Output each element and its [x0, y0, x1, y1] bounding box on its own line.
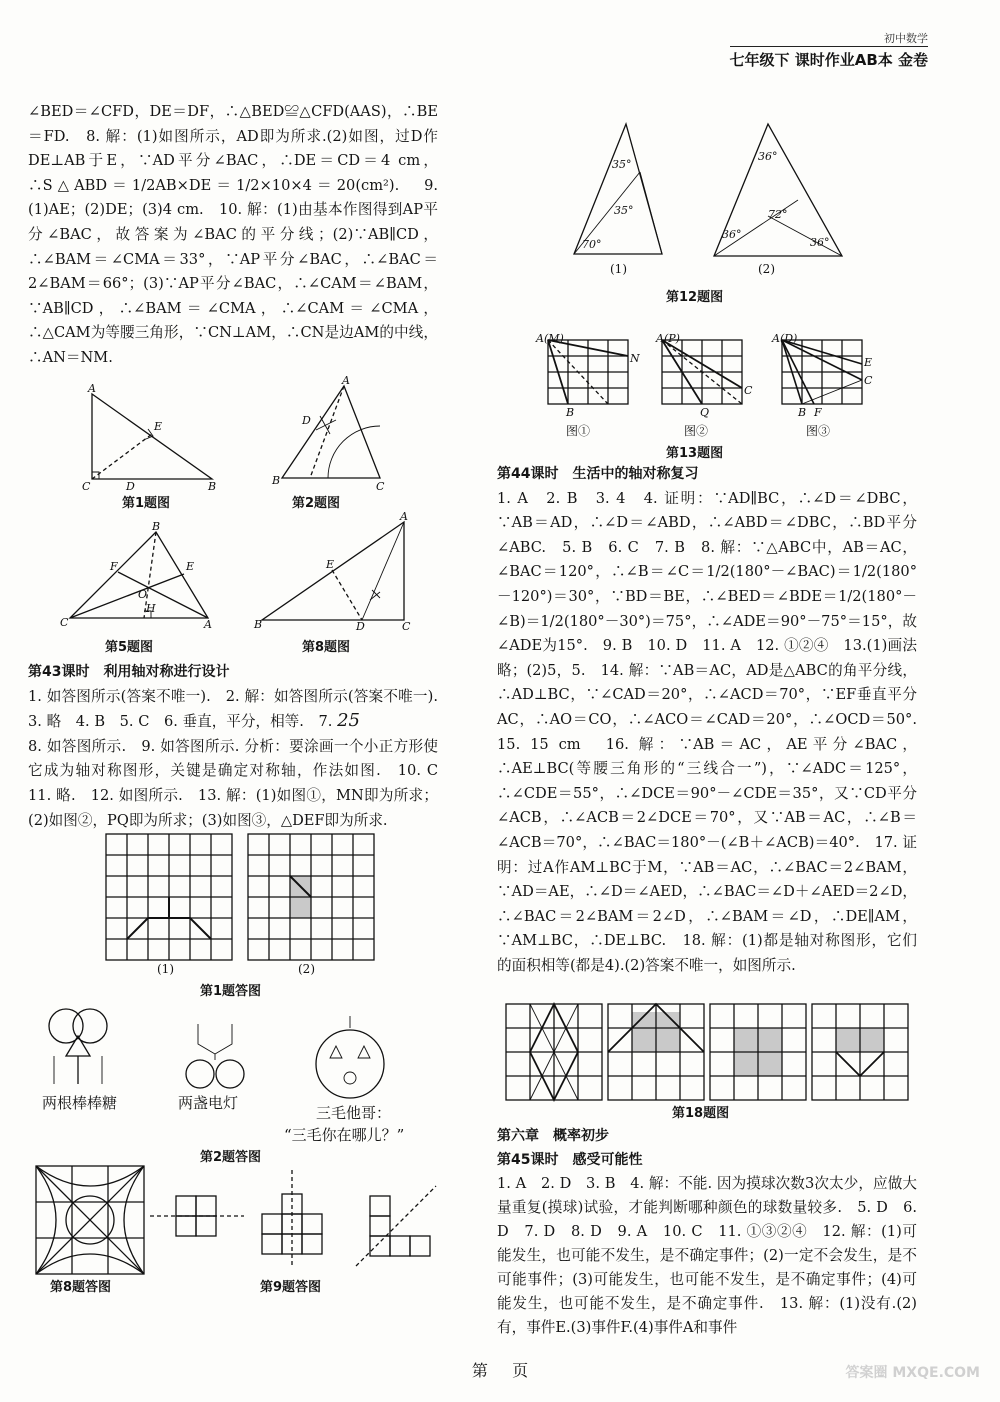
angle-label: 36°: [722, 228, 742, 241]
figure-18-3: [710, 1004, 806, 1100]
answer8-pattern: [36, 1166, 144, 1274]
svg-text:H: H: [146, 602, 156, 615]
right-column-45: [497, 1124, 917, 1340]
angle-label: 36°: [758, 150, 778, 163]
figure-2-construction: [272, 374, 392, 493]
left-column-43: [28, 660, 453, 833]
figure-12-1: [566, 120, 676, 260]
caption-fig8: 第8题图: [302, 640, 351, 655]
svg-text:A: A: [342, 374, 350, 387]
svg-text:A: A: [88, 382, 96, 395]
section-45-title: 第45课时 感受可能性: [497, 1152, 643, 1168]
answer1-grid-1: [106, 834, 232, 960]
svg-text:C: C: [82, 480, 91, 493]
caption-fig1: 第1题图: [122, 496, 171, 511]
left-column-intro: [28, 100, 438, 371]
answers-42-continued: ∠BED＝∠CFD，DE＝DF，∴△BED≌△CFD(AAS)，∴BE＝FD. 8. 解：(1)如图所示，AD即为所求.(2)如图，过D作DE⊥AB于E，∵AD平分∠BAC，∴DE＝CD＝4 cm，∴S△ABD＝1/2AB×DE＝1/2×10×4＝20(cm²). 9.(1)AE；(2)DE；(3)4 cm. 10. 解：(1)由基本作图得到AP平分∠BAC，故答案为∠BAC的平分线；(2)∵AB∥CD，∴∠BAM＝∠CMA＝33°，∵AP平分∠BAC，∴∠BAC＝2∠BAM＝66°；(3)∵AP平分∠BAC，∴∠CAM＝∠BAM，∵AB∥CD，∴∠BAM＝∠CMA，∴∠CAM＝∠CMA，∴△CAM为等腰三角形，∵CN⊥AM，∴CN是边AM的中线，∴AN＝NM.: [28, 103, 438, 366]
series-label: 初中数学: [884, 32, 928, 45]
label-lollipops: 两根棒棒糖: [42, 1094, 118, 1112]
caption-fig5: 第5题图: [105, 640, 154, 655]
figure-18-4: [812, 1004, 908, 1100]
answers-43-part2: 8. 如答图所示. 9. 如答图所示. 分析：要涂画一个小正方形使它成为轴对称图形，关键是确定对称轴，作法如图. 10. C 11. 略. 12. 如图所示. 13. 解：(1)如图①，MN即为所求；(2)如图②，PQ即为所求；(3)如图③，△DEF即为所求.: [28, 737, 453, 829]
watermark: 答案圈 MXQE.COM: [845, 1365, 980, 1381]
figure-1-right-triangle: [82, 384, 222, 494]
angle-label: 36°: [810, 236, 830, 249]
svg-text:A: A: [400, 510, 408, 523]
answers-43-part1: 1. 如答图所示(答案不唯一). 2. 解：如答图所示(答案不唯一). 3. 略 4. B 5. C 6. 垂直，平分，相等. 7. 25: [28, 687, 453, 732]
svg-text:B: B: [208, 480, 217, 493]
fig13-label-1: 图①: [566, 424, 591, 438]
answers-45: 1. A 2. D 3. B 4. 解：不能. 因为摸球次数3次太少，应做大量重复(摸球)试验，才能判断哪种颜色的球数量较多. 5. D 6. D 7. D 8. D 9. A 10. C 11. ①③②④ 12. 解：(1)可能发生，也可能不发生，是不确定事件；(2)一定不会发生，是不可能事件；(3)可能发生，也可能不发生，是不确定事件；(4)可能发生，也可能不发生，是不确定事件. 13. 解：(1)没有.(2)有，事件E.(3)事件F.(4)事件A和事件: [497, 1175, 917, 1336]
svg-text:D: D: [302, 414, 311, 427]
caption-answer1: 第1题答图: [200, 984, 262, 999]
label-sanmao-1: 三毛他哥：: [316, 1104, 392, 1122]
caption-fig12: 第12题图: [666, 290, 724, 305]
chapter-6-title: 第六章 概率初步: [497, 1128, 609, 1144]
page-header: [730, 30, 929, 70]
svg-text:A(P): A(P): [656, 332, 680, 345]
label-sanmao-2: “三毛你在哪儿？”: [284, 1126, 405, 1144]
svg-text:E: E: [326, 558, 335, 571]
svg-text:D: D: [356, 620, 365, 633]
svg-text:B: B: [152, 520, 161, 533]
section-43-title: 第43课时 利用轴对称进行设计: [28, 664, 230, 680]
caption-answer9: 第9题答图: [260, 1280, 322, 1295]
figure-13-1: [536, 332, 646, 419]
caption-fig18: 第18题图: [672, 1106, 730, 1121]
grid-label-1: (1): [157, 962, 174, 976]
svg-text:A: A: [204, 618, 212, 631]
svg-text:E: E: [186, 560, 195, 573]
answers-44: 1. A 2. B 3. 4 4. 证明：∵AD∥BC，∴∠D＝∠DBC，∵AB＝AD，∴∠D＝∠ABD，∴∠ABD＝∠DBC，∴BD平分∠ABC. 5. B 6. C 7. B 8. 解：∵△ABC中，AB＝AC，∠BAC＝120°，∴∠B＝∠C＝1/2(180°－∠BAC)＝1/2(180°－120°)＝30°，∵BD＝BE，∴∠BED＝∠BDE＝1/2(180°－∠B)＝1/2(180°－30°)＝75°，∴∠ADE＝90°－75°＝15°，故∠ADE为15°. 9. B 10. D 11. A 12. ①②④ 13.(1)画法略；(2)5，5. 14. 解：∵AB＝AC，AD是△ABC的角平分线，∴AD⊥BC，∵∠CAD＝20°，∴∠ACD＝70°，∵EF垂直平分AC，∴AO＝CO，∴∠ACO＝∠CAD＝20°，∴∠OCD＝50°. 15. 15 cm 16. 解：∵AB＝AC，AE平分∠BAC，∴AE⊥BC(等腰三角形的“三线合一”)，∵∠ADC＝125°，∴∠CDE＝55°，∴∠DCE＝90°－∠CDE＝35°，又∵CD平分∠ACB，∴∠ACB＝2∠DCE＝70°，又∵AB＝AC，∴∠B＝∠ACB＝70°，∴∠BAC＝180°－(∠B＋∠ACB)＝40°. 17. 证明：过A作AM⊥BC于M，∵AB＝AC，∴∠BAC＝2∠BAM，∵AD＝AE，∴∠D＝∠AED，∴∠BAC＝∠D＋∠AED＝2∠D，∴∠BAC＝2∠BAM＝2∠D，∴∠BAM＝∠D，∴DE∥AM，∵AM⊥BC，∴DE⊥BC. 18. 解：(1)都是轴对称图形，它们的面积相等(都是4).(2)答案不唯一，如图所示.: [497, 489, 932, 974]
svg-text:D: D: [126, 480, 135, 493]
figure-12-2: [708, 120, 848, 260]
lamps-drawing: [180, 1024, 250, 1088]
figure-5-altitudes: [60, 520, 220, 636]
fig13-label-2: 图②: [684, 424, 709, 438]
svg-text:C: C: [402, 620, 411, 633]
figure-8-right-triangle: [252, 510, 422, 634]
svg-text:F: F: [814, 406, 822, 419]
svg-text:A(D): A(D): [772, 332, 798, 345]
fig12-label-2: (2): [758, 262, 775, 276]
caption-fig13: 第13题图: [666, 446, 724, 461]
svg-text:C: C: [60, 616, 69, 629]
svg-text:F: F: [110, 560, 118, 573]
svg-text:N: N: [630, 352, 640, 365]
svg-text:B: B: [798, 406, 807, 419]
label-lamps: 两盏电灯: [178, 1094, 239, 1112]
answer9-figure-1: [150, 1186, 245, 1258]
svg-text:E: E: [864, 356, 873, 369]
lollipops-drawing: [44, 1006, 114, 1086]
caption-answer2: 第2题答图: [200, 1150, 262, 1165]
figure-13-2: [650, 332, 760, 419]
svg-text:O: O: [138, 588, 148, 601]
handwritten-answer-7: 25: [337, 710, 360, 732]
fig12-label-1: (1): [610, 262, 627, 276]
grid-label-2: (2): [298, 962, 315, 976]
svg-text:B: B: [272, 474, 281, 487]
angle-label: 70°: [582, 238, 602, 251]
figure-18-2: [608, 1004, 704, 1100]
angle-label: 35°: [614, 204, 634, 217]
caption-fig2: 第2题图: [292, 496, 341, 511]
caption-answer8: 第8题答图: [50, 1280, 112, 1295]
angle-label: 72°: [768, 208, 788, 221]
svg-text:C: C: [864, 374, 873, 387]
svg-text:A(M): A(M): [536, 332, 564, 345]
svg-text:C: C: [744, 384, 753, 397]
answer9-figure-3: [350, 1186, 440, 1270]
page-number: 第 页: [471, 1361, 529, 1380]
answer9-figure-2: [252, 1170, 332, 1270]
book-title: 七年级下 课时作业AB本 金卷: [730, 46, 929, 70]
sanmao-face-drawing: [312, 1016, 392, 1100]
svg-text:E: E: [154, 420, 163, 433]
figure-18-1: [506, 1004, 602, 1100]
svg-text:B: B: [254, 618, 263, 631]
section-44-title: 第44课时 生活中的轴对称复习: [497, 466, 699, 482]
svg-text:B: B: [566, 406, 575, 419]
svg-text:C: C: [376, 480, 385, 493]
angle-label: 35°: [612, 158, 632, 171]
fig13-label-3: 图③: [806, 424, 831, 438]
svg-text:Q: Q: [700, 406, 710, 419]
answer1-grid-2: [248, 834, 374, 960]
right-column-44: [497, 462, 932, 978]
figure-13-3: [770, 332, 880, 419]
